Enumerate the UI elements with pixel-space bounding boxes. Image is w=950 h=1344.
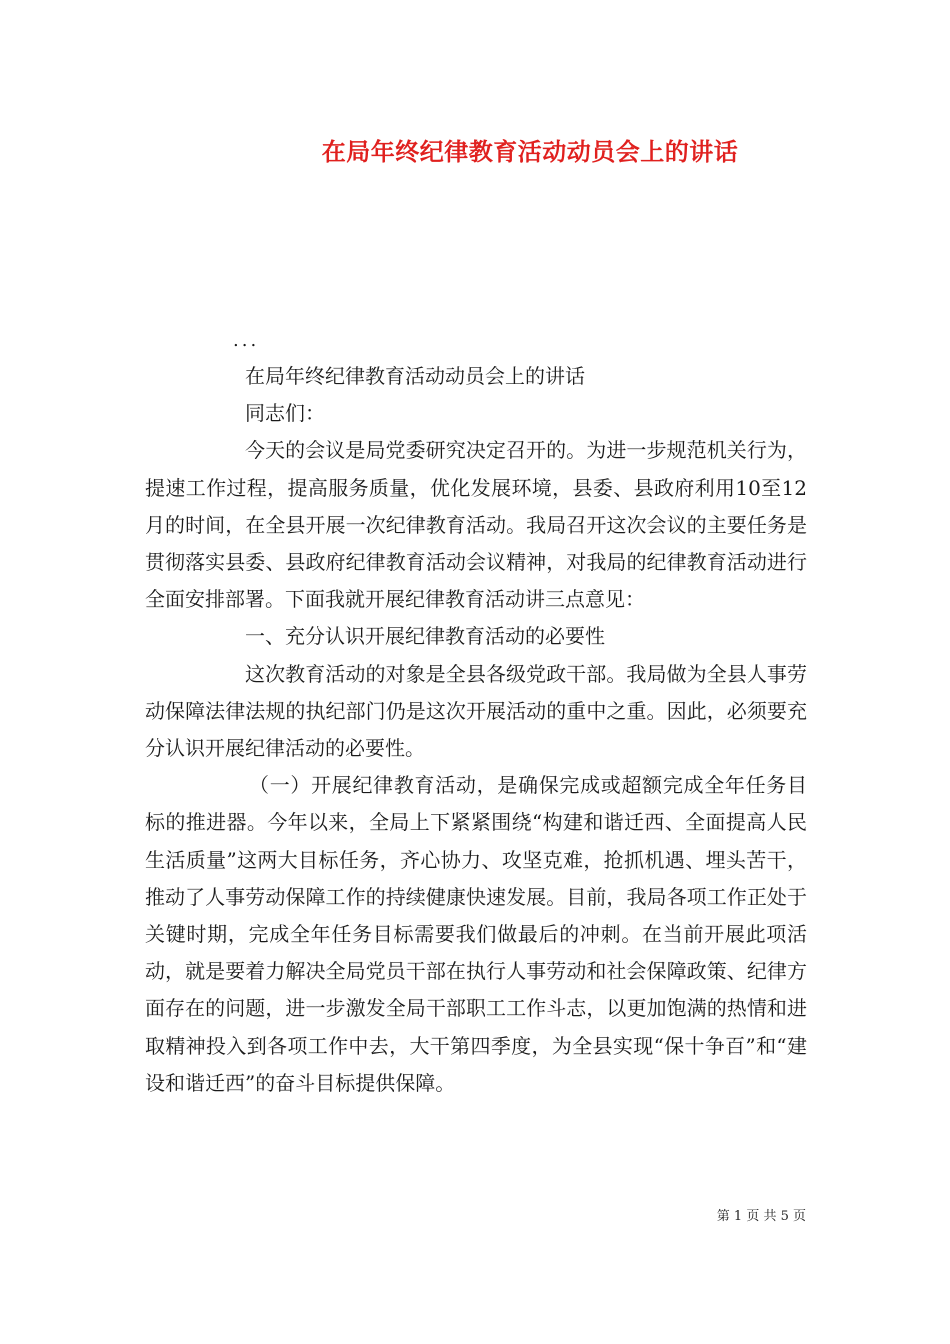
paragraph-subsection: （一）开展纪律教育活动，是确保完成或超额完成全年任务目标的推进器。今年以来，全局上下紧紧围绕“构建和谐迁西、全面提高人民生活质量”这两大目标任务，齐心协力、攻坚克难，抢抓机遇、埋头苦干，推动了人事劳动保障工作的持续健康快速发展。目前，我局各项工作正处于关键时期，完成全年任务目标需要我们做最后的冲刺。在当前开展此项活动，就是要着力解决全局党员干部在执行人事劳动和社会保障政策、纪律方面存在的问题，进一步激发全局干部职工工作斗志，以更加饱满的热情和进取精神投入到各项工作中去，大干第四季度，为全县实现“保十争百”和“建设和谐迁西”的奋斗目标提供保障。: [145, 773, 807, 1095]
paragraph-intro: 今天的会议是局党委研究决定召开的。为进一步规范机关行为，提速工作过程，提高服务质量，优化发展环境，县委、县政府利用10至12月的时间，在全县开展一次纪律教育活动。我局召开这次会议的主要任务是贯彻落实县委、县政府纪律教育活动会议精神，对我局的纪律教育活动进行全面安排部署。下面我就开展纪律教育活动讲三点意见：: [145, 438, 807, 612]
paragraph-section-heading: 一、充分认识开展纪律教育活动的必要性: [245, 624, 605, 649]
document-title: 在局年终纪律教育活动动员会上的讲话: [321, 137, 739, 166]
page-footer: 第 1 页 共 5 页: [716, 1209, 806, 1224]
document-body: [145, 358, 807, 1102]
ellipsis-marker: ...: [233, 330, 260, 351]
paragraph-heading: 在局年终纪律教育活动动员会上的讲话: [245, 364, 585, 388]
paragraph-salutation: 同志们：: [245, 401, 325, 426]
paragraph-section-body: 这次教育活动的对象是全县各级党政干部。我局做为全县人事劳动保障法律法规的执纪部门仍是这次开展活动的重中之重。因此，必须要充分认识开展纪律活动的必要性。: [145, 661, 807, 761]
